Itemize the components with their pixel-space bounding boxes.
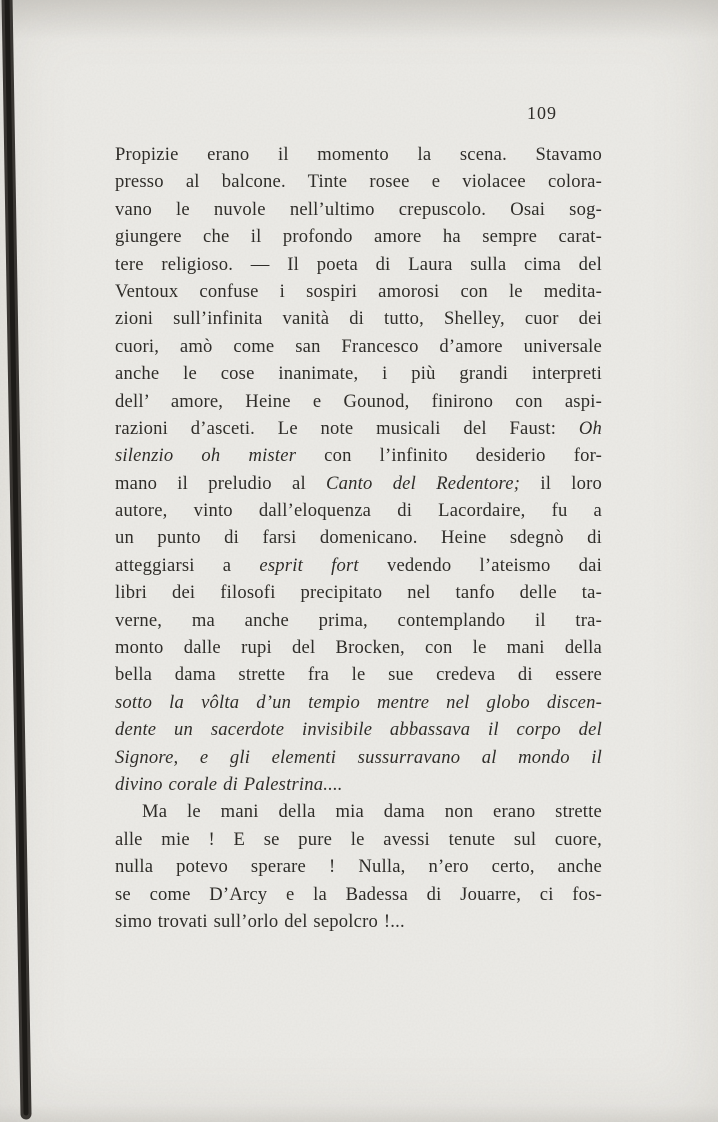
- text-block: [115, 141, 602, 935]
- text-line: [115, 524, 602, 551]
- text-segment: autore, vinto dall’eloquenza di Lacordaire, fu a: [115, 500, 602, 522]
- text-line: [115, 141, 602, 168]
- text-segment: dell’ amore, Heine e Gounod, finirono con aspi-: [115, 390, 602, 412]
- text-line: [115, 798, 602, 825]
- text-segment: Ventoux confuse i sospiri amorosi con le medita-: [115, 280, 602, 302]
- text-segment: giungere che il profondo amore ha sempre carat-: [115, 226, 602, 248]
- italic-text-segment: divino corale di Palestrina....: [115, 773, 343, 795]
- text-segment: cuori, amò come san Francesco d’amore universale: [115, 335, 602, 357]
- text-segment: se come D’Arcy e la Badessa di Jouarre, ci fos-: [115, 883, 602, 905]
- italic-text-segment: Canto del Redentore;: [326, 472, 521, 494]
- text-segment: anche le cose inanimate, i più grandi interpreti: [115, 363, 602, 385]
- text-segment: zioni sull’infinita vanità di tutto, Shelley, cuor dei: [115, 308, 602, 330]
- text-line: [115, 771, 602, 798]
- scan-bottom-shadow: [0, 1104, 718, 1122]
- text-segment: vedendo l’ateismo dai: [358, 554, 602, 576]
- text-line: [115, 552, 602, 579]
- text-line: [115, 661, 602, 688]
- text-line: [115, 607, 602, 634]
- text-line: [115, 826, 602, 853]
- text-line: [115, 415, 602, 442]
- text-line: [115, 442, 602, 469]
- text-line: [115, 278, 602, 305]
- italic-text-segment: Oh: [578, 417, 602, 439]
- text-line: [115, 908, 602, 935]
- text-segment: atteggiarsi a: [115, 554, 260, 576]
- text-segment: monto dalle rupi del Brocken, con le mani della: [115, 637, 602, 659]
- text-line: [115, 744, 602, 771]
- italic-text-segment: silenzio oh mister: [115, 445, 297, 467]
- scan-top-shadow: [0, 0, 718, 40]
- text-line: [115, 360, 602, 387]
- text-line: [115, 579, 602, 606]
- text-segment: tere religioso. — Il poeta di Laura sulla cima del: [115, 253, 602, 275]
- text-segment: mano il preludio al: [115, 472, 327, 494]
- text-segment: Ma le mani della mia dama non erano strette: [142, 801, 602, 823]
- text-line: [115, 689, 602, 716]
- text-line: [115, 881, 602, 908]
- text-segment: presso al balcone. Tinte rosee e violacee colora-: [115, 171, 602, 193]
- text-line: [115, 196, 602, 223]
- text-segment: un punto di farsi domenicano. Heine sdegnò di: [115, 527, 602, 549]
- text-segment: libri dei filosofi precipitato nel tanfo delle ta-: [115, 582, 602, 604]
- text-segment: il loro: [520, 472, 603, 494]
- text-line: [115, 634, 602, 661]
- text-segment: Propizie erano il momento la scena. Stavamo: [115, 144, 602, 165]
- text-segment: nulla potevo sperare ! Nulla, n’ero certo, anche: [115, 856, 602, 878]
- text-segment: con l’infinito desiderio for-: [296, 445, 602, 467]
- text-segment: razioni d’asceti. Le note musicali del Faust:: [115, 417, 579, 439]
- text-line: [115, 853, 602, 880]
- page-number: 109: [527, 103, 557, 123]
- text-segment: vano le nuvole nell’ultimo crepuscolo. Osai sog-: [115, 198, 602, 220]
- text-line: [115, 223, 602, 250]
- italic-text-segment: dente un sacerdote invisibile abbassava il corpo del: [115, 719, 602, 741]
- italic-text-segment: esprit fort: [259, 554, 359, 576]
- text-segment: bella dama strette fra le sue credeva di essere: [115, 664, 602, 686]
- text-line: [115, 168, 602, 195]
- text-line: [115, 305, 602, 332]
- text-line: [115, 470, 602, 497]
- text-line: [115, 716, 602, 743]
- italic-text-segment: sotto la vôlta d’un tempio mentre nel globo discen-: [115, 691, 602, 713]
- text-line: [115, 388, 602, 415]
- text-segment: alle mie ! E se pure le avessi tenute sul cuore,: [115, 828, 602, 850]
- text-line: [115, 251, 602, 278]
- text-segment: verne, ma anche prima, contemplando il tra-: [115, 609, 602, 631]
- text-line: [115, 497, 602, 524]
- text-line: [115, 333, 602, 360]
- text-segment: simo trovati sull’orlo del sepolcro !...: [115, 910, 405, 932]
- italic-text-segment: Signore, e gli elementi sussurravano al mondo il: [115, 746, 602, 768]
